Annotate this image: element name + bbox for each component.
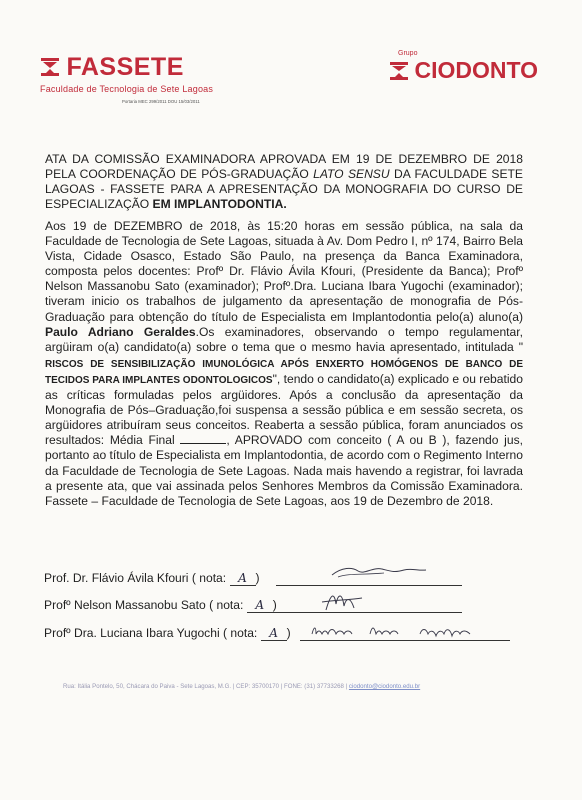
footer-address: Rua: Itália Pontelo, 50, Chácara do Paiva - Sete Lagoas, M.G. | CEP: 35700170 | FONE: (31) 37733268 | [63, 683, 348, 690]
ciodonto-group-label: Grupo [398, 50, 418, 57]
signature-grade-1: A [230, 571, 256, 586]
student-name: Paulo Adriano Geraldes [45, 324, 196, 339]
heading-lato-sensu: LATO SENSU [313, 167, 390, 182]
signature-label-2: Profº Nelson Massanobu Sato ( nota: [44, 598, 244, 612]
fassete-logo-subtitle: Faculdade de Tecnologia de Sete Lagoas [40, 84, 214, 94]
heading-part-1: ATA DA COMISSÃO EXAMINADORA APROVADA EM 19 DE DEZEMBRO DE 2018 PELA COORDENAÇÃO DE PÓS-GRADUAÇÃO [45, 152, 523, 182]
body-sentence-2: .Os examinadores, observando o tempo regulamentar, argüiram o(a) candidato(a) sobre o tema que o mesmo havia apresentado, intitulada " [45, 324, 523, 354]
heading-course: EM IMPLANTODONTIA. [152, 197, 287, 212]
footer-email-link[interactable]: ciodonto@ciodonto.edu.br [348, 683, 421, 690]
signature-row-1 [44, 571, 534, 586]
signature-grade-3: A [261, 626, 287, 641]
body-sentence-4: , APROVADO com conceito ( A ou B ), fazendo jus, portanto ao título de Especialista em Implantodontia, de acordo com o Regimento Interno da Faculdade de Tecnologia de Sete Lagoas. Nada mais havendo a registrar, foi lavrada a presente ata, que vai assinada pelos Senhores Membros da Comissão Examinadora. Fassete – Faculdade de Tecnologia de Sete Lagoas, aos 19 de Dezembro de 2018. [45, 433, 523, 508]
signature-close-2: ) [272, 598, 277, 612]
fassete-logo-name: FASSETE [66, 53, 184, 81]
ciodonto-logo-name: CIODONTO [414, 57, 538, 83]
monograph-title: RISCOS DE SENSIBILIZAÇÃO IMUNOLÓGICA APÓS ENXERTO HOMÓGENOS DE BANCO DE TECIDOS PARA IMPLANTES ODONTOLOGICOS [45, 358, 523, 386]
body-sentence-3: ", tendo o candidato(a) explicado e ou rebatido as críticas formuladas pelos argüidores. Após a conclusão da apresentação da Monografia de Pós–Graduação,foi suspensa a sessão pública e em sessão secreta, os argüidores atribuíram seus conceitos. Reaberta a sessão pública, foram anunciados os resultados: Média Final [45, 371, 523, 448]
minutes-body [45, 219, 523, 509]
body-sentence-1: Aos 19 de DEZEMBRO de 2018, às 15:20 horas em sessão pública, na sala da Faculdade de Tecnologia de Sete Lagoas, situada à Av. Dom Pedro I, nº 174, Bairro Bela Vista, Cidade Osasco, Estado São Paulo, na presença da Banca Examinadora, composta pelos docentes: Profº Dr. Flávio Ávila Kfouri, (Presidente da Banca); Profº Nelson Massanobu Sato (examinador); Profº.Dra. Luciana Ibara Yugochi (examinador); tiveram inicio os trabalhos de julgamento da apresentação de monografia de Pós-Graduação para obtenção do título de Especialista em Implantodontia pelo(a) aluno(a) [45, 219, 523, 324]
signature-close-1: ) [255, 571, 260, 585]
signature-close-3: ) [286, 626, 291, 640]
signature-row-3 [44, 626, 534, 641]
signature-row-2 [44, 598, 534, 613]
fassete-logo [40, 53, 214, 104]
handwritten-signature-3 [308, 622, 508, 642]
signature-label-3: Profº Dra. Luciana Ibara Yugochi ( nota: [44, 626, 258, 640]
signature-label-1: Prof. Dr. Flávio Ávila Kfouri ( nota: [44, 571, 227, 585]
heading-part-2: DA FACULDADE SETE LAGOAS - FASSETE PARA A APRESENTAÇÃO DA MONOGRAFIA DO CURSO DE ESPECIALIZAÇÃO [45, 167, 523, 212]
ciodonto-logo-icon [390, 61, 408, 86]
final-grade-blank [180, 434, 226, 444]
handwritten-signature-2 [316, 586, 376, 616]
handwritten-signature-1 [324, 563, 434, 583]
fassete-portaria: Portaria MEC 299/2011 DOU 15/03/2011 [122, 99, 200, 104]
footer [63, 683, 523, 690]
ciodonto-logo [390, 50, 538, 86]
minutes-heading [45, 152, 523, 212]
signature-grade-2: A [247, 598, 273, 613]
fassete-logo-icon [40, 57, 60, 82]
